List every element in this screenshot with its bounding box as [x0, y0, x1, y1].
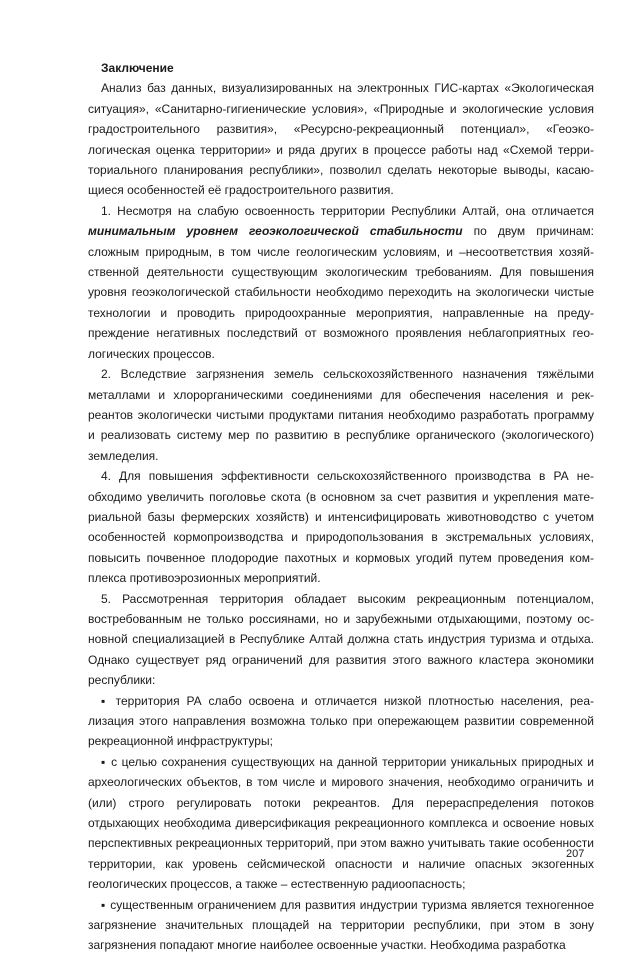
bullet-item-3: ▪ существенным ограничением для развития индустрии туризма является техногенное загрязнение значительных площадей на территории республики, при этом в зону загрязнения попадают многие наиболее освоенные участки. Необходима разработка [88, 897, 594, 953]
paragraph-1-text-end: по двум причинам: сложным природным, в том числе геологическим условиям, и –несоответствия хозяйственной деятельности существующим экологическим требованиям. Для повышения уровня геоэкологической стабильности необходимо переходить на экологически чистые технологии и проводить природоохранные мероприятия, направленные на предупреждение негативных последствий от возможного проявления неблагоприятных геологических процессов. [88, 224, 594, 361]
paragraph-2: 2. Вследствие загрязнения земель сельскохозяйственного назначения тяжёлыми металлами и хлорорганическими соединениями для обеспечения населения и рекреантов экологически чистыми продуктами питания необходимо разработать программу и реализовать систему мер по развитию в республике органического (экологического) земледелия. [88, 367, 594, 463]
bullet-item-2: ▪ с целью сохранения существующих на данной территории уникальных природных и археологических объектов, в том числе и мирового значения, необходимо ограничить и (или) строго регулировать потоки рекреантов. Для перераспределения потоков отдыхающих необходима диверсификация рекреационного комплекса и освоение новых перспективных рекреационных территорий, при этом важно учитывать такие особенности территории, как уровень сейсмической опасности и наличие опасных экзогенных геологических процессов, а также – естественную радиоопасность; [88, 754, 594, 892]
paragraph-5: 5. Рассмотренная территория обладает высоким рекреационным потенциалом, востребованным не только россиянами, но и зарубежными отдыхающими, поэтому основной специализацией в Республике Алтай должна стать индустрия туризма и отдыха. Однако существует ряд ограничений для развития этого важного кластера экономики республики: [88, 591, 594, 688]
page-number: 207 [566, 848, 585, 860]
page-body [88, 58, 594, 956]
paragraph-4: 4. Для повышения эффективности сельскохозяйственного производства в РА необходимо увеличить поголовье скота (в основном за счет развития и укрепления материальной базы фермерских хозяйств) и интенсифицировать животноводство с учетом особенностей кормопроизводства и природопользования в экстремальных условиях, повысить почвенное плодородие пахотных и кормовых угодий путем проведения комплекса противоэрозионных мероприятий. [88, 469, 594, 586]
intro-paragraph: Анализ баз данных, визуализированных на электронных ГИС-картах «Экологическая ситуация», «Санитарно-гигиенические условия», «Природные и экологические условия градостроительного развития», «Ресурсно-рекреационный потенциал», «Геоэкологическая оценка территории» и ряда других в процессе работы над «Схемой территориального планирования республики», позволил сделать некоторые выводы, касающиеся особенностей её градостроительного развития. [88, 81, 594, 198]
paragraph-1-emphasis: минимальным уровнем геоэкологической стабильности [88, 224, 463, 239]
bullet-item-1: ▪ территория РА слабо освоена и отличается низкой плотностью населения, реализация этого направления возможна только при опережающем развитии современной рекреационной инфраструктуры; [88, 693, 594, 749]
paragraph-1-text-start: 1. Несмотря на слабую освоенность территории Республики Алтай, она отличается [101, 203, 594, 218]
section-heading: Заключение [101, 61, 174, 75]
paragraph-1 [88, 201, 594, 364]
